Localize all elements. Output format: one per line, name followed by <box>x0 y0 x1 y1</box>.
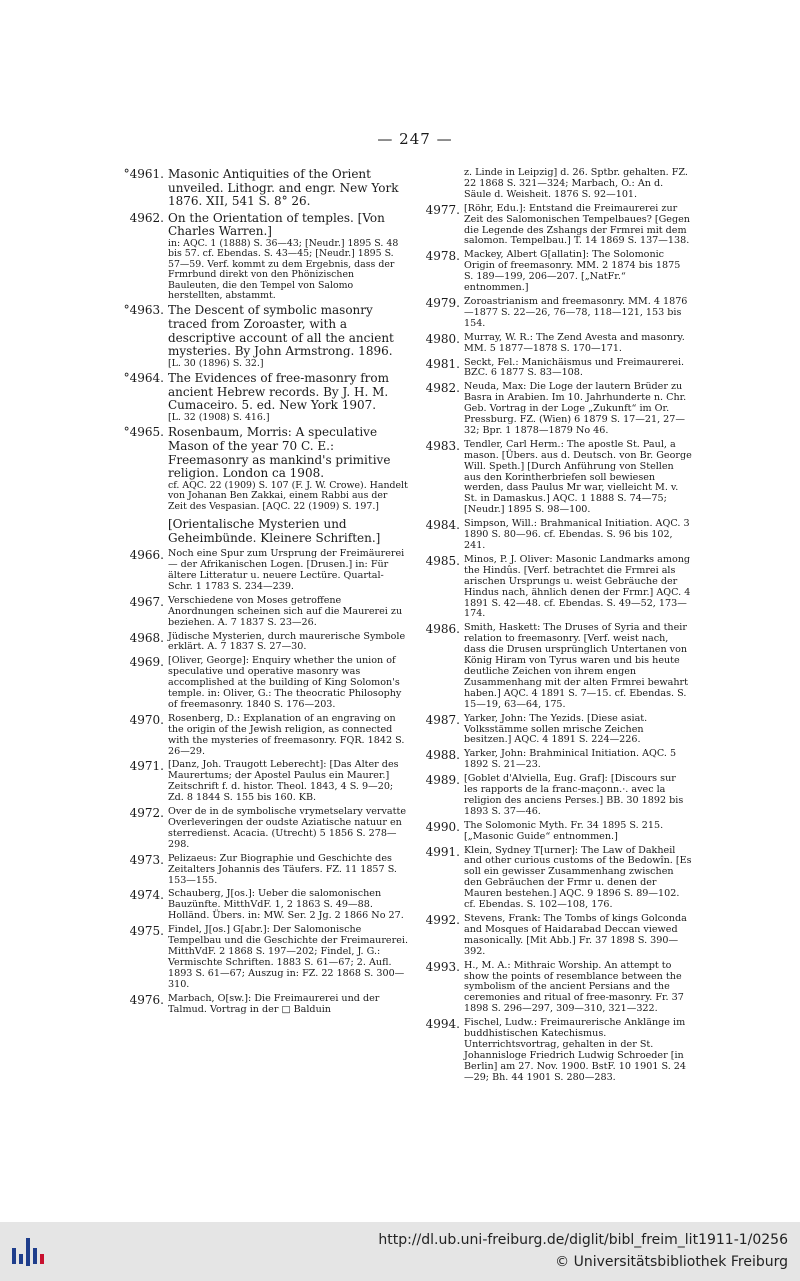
entry-body <box>464 774 692 818</box>
bibliography-entry <box>414 382 692 437</box>
entry-title: The Evidences of free-masonry from ancient Hebrew records. By J. H. M. Cumaceiro. 5. ed. New York 1907. <box>168 371 390 413</box>
bibliography-entry <box>118 426 408 512</box>
bibliography-entry <box>118 168 408 209</box>
entry-text: Jüdische Mysterien, durch maurerische Symbole erklärt. A. 7 1837 S. 27—30. <box>168 630 406 653</box>
entry-number: 4994. <box>425 1017 460 1032</box>
left-column <box>118 168 408 1018</box>
entry-body <box>464 821 692 843</box>
entry-text: Seckt, Fel.: Manichäismus und Freimaurerei. BZC. 6 1877 S. 83—108. <box>464 356 685 379</box>
entry-detail: cf. AQC. 22 (1909) S. 107 (F. J. W. Crowe). Handelt von Johanan Ben Zakkai, einem Rabbi aus der Zeit des Vespasian. [AQC. 22 (1909) S. 197.] <box>168 479 408 512</box>
entry-text: Neuda, Max: Die Loge der lautern Brüder zu Basra in Arabien. Im 10. Jahrhunderte n. Chr. Geb. Vortrag in der Loge „Zukunft“ im Or. Pressburg. FZ. (Wien) 6 1879 S. 17—21, 27—32; Bpr. 1 1878—1879 No 46. <box>464 381 687 436</box>
entry-number: 4981. <box>425 356 460 371</box>
entry-number: 4987. <box>425 712 460 727</box>
bibliography-entry <box>414 914 692 958</box>
entry-body <box>464 204 692 248</box>
entry-text: Yarker, John: The Yezids. [Diese asiat. Volksstämme sollen mrische Zeichen besitzen.] AQC. 4 1891 S. 224—226. <box>464 712 648 746</box>
entry-body <box>464 749 692 771</box>
bibliography-entry <box>414 440 692 516</box>
bibliography-entry <box>414 555 692 620</box>
bibliography-entry <box>414 333 692 355</box>
right-column <box>414 168 692 1087</box>
entry-detail: [L. 32 (1908) S. 416.] <box>168 411 270 423</box>
entry-body <box>464 250 692 294</box>
entry-text: Findel, J[os.] G[abr.]: Der Salomonische Tempelbau und die Geschichte der Freimaurerei. MitthVdF. 2 1868 S. 197—202; Findel, J. G.: Vermischte Schriften. 1883 S. 61—67; 2. Aufl. 1893 S. 61—67; Auszug in: FZ. 22 1868 S. 300—310. <box>168 924 408 990</box>
entry-number: 4986. <box>425 622 460 637</box>
entry-number: 4967. <box>129 594 164 609</box>
entry-body <box>168 760 408 804</box>
copyright-notice: © Universitätsbibliothek Freiburg <box>555 1254 788 1270</box>
entry-title: Rosenbaum, Morris: A speculative Mason of the year 70 C. E.: Freemasonry as mankind's primitive religion. London ca 1908. <box>168 425 391 481</box>
entry-body <box>168 212 408 302</box>
entry-body <box>168 304 408 369</box>
bibliography-entry <box>118 925 408 990</box>
entry-number: 4975. <box>129 924 164 939</box>
entry-text: Tendler, Carl Herm.: The apostle St. Paul, a mason. [Übers. aus d. Deutsch. von Br. George Will. Speth.] [Durch Anführung von Stellen aus den Korintherbriefen soll bewiesen werden, dass Paulus Mr war, vielleicht M. v. St. in Damaskus.] AQC. 1 1888 S. 74—75; [Neudr.] 1895 S. 98—100. <box>464 438 692 516</box>
page-number: — 247 — <box>377 130 453 148</box>
entry-number: 4969. <box>129 655 164 670</box>
section-heading: [Orientalische Mysterien und Geheimbünde. Kleinere Schriften.] <box>168 516 381 545</box>
entry-text: Simpson, Will.: Brahmanical Initiation. AQC. 3 1890 S. 80—96. cf. Ebendas. S. 96 bis 102, 241. <box>464 518 690 551</box>
document-url-link[interactable]: http://dl.ub.uni-freiburg.de/diglit/bibl_freim_lit1911-1/0256 <box>378 1232 788 1248</box>
bibliography-entry <box>118 889 408 922</box>
bibliography-entry <box>118 212 408 302</box>
entry-number: °4963. <box>123 303 164 318</box>
entry-text: Marbach, O[sw.]: Die Freimaurerei und der Talmud. Vortrag in der □ Balduin <box>168 992 380 1015</box>
entry-text: Noch eine Spur zum Ursprung der Freimäurerei — der Afrikanischen Logen. [Drusen.] in: Für ältere Litteratur u. neuere Lectüre. Quartal-Schr. 1 1783 S. 234—239. <box>168 548 405 592</box>
bibliography-entry <box>414 204 692 248</box>
entry-number: 4976. <box>129 992 164 1007</box>
entry-title: The Descent of symbolic masonry traced from Zoroaster, with a descriptive account of all the ancient mysteries. By John Armstrong. 1896. <box>168 303 394 359</box>
entry-number: 4982. <box>425 381 460 396</box>
bibliography-entry <box>414 168 692 201</box>
entry-number: 4992. <box>425 913 460 927</box>
entry-body <box>464 914 692 958</box>
entry-number <box>414 168 464 201</box>
bibliography-entry <box>414 1018 692 1083</box>
entry-body <box>464 623 692 710</box>
entry-number: 4985. <box>425 553 460 568</box>
entry-number: °4965. <box>123 425 164 440</box>
bibliography-entry <box>118 760 408 804</box>
entry-body <box>168 426 408 512</box>
bibliography-entry <box>118 372 408 423</box>
entry-body <box>168 889 408 922</box>
bibliography-entry <box>414 846 692 911</box>
entry-body <box>464 382 692 437</box>
entry-number: 4989. <box>425 773 460 788</box>
entry-number: 4980. <box>425 331 460 346</box>
entry-body <box>464 519 692 552</box>
entry-text: [Oliver, George]: Enquiry whether the union of speculative und operative masonry was accomplished at the building of King Solomon's temple. in: Oliver, G.: The theocratic Philosophy of freemasonry. 1840 S. 176—203. <box>168 655 402 710</box>
bibliography-entry <box>118 807 408 851</box>
entry-number: 4991. <box>425 844 460 859</box>
entry-text: z. Linde in Leipzig] d. 26. Sptbr. gehalten. FZ. 22 1868 S. 321—324; Marbach, O.: An d. Säule d. Weisheit. 1876 S. 92—101. <box>464 167 688 200</box>
entry-number: 4984. <box>425 518 460 533</box>
bibliography-entry <box>118 854 408 887</box>
entry-number: 4968. <box>129 630 164 645</box>
entry-number: 4970. <box>129 712 164 727</box>
entry-body <box>168 632 408 654</box>
entry-body <box>168 656 408 711</box>
bibliography-entry <box>414 749 692 771</box>
bibliography-entry <box>414 821 692 843</box>
viewer-footer <box>0 1222 800 1281</box>
entry-text: H., M. A.: Mithraic Worship. An attempt to show the points of resemblance between the symbolism of the ancient Persians and the ceremonies and ritual of free-masonry. Fr. 37 1898 S. 296—297, 309—310, 321—322. <box>464 959 684 1015</box>
entry-body <box>464 1018 692 1083</box>
bibliography-entry <box>118 304 408 369</box>
entry-text: Schauberg, J[os.]: Ueber die salomonischen Bauzünfte. MitthVdF. 1, 2 1863 S. 49—88. Holländ. Übers. in: MW. Ser. 2 Jg. 2 1866 No 27. <box>168 888 404 922</box>
entry-body <box>168 854 408 887</box>
bibliography-entry <box>414 519 692 552</box>
bibliography-entry <box>414 623 692 710</box>
entry-body <box>464 714 692 747</box>
entry-number: 4979. <box>425 295 460 310</box>
entry-text: Zoroastrianism and freemasonry. MM. 4 1876—1877 S. 22—26, 76—78, 118—121, 153 bis 154. <box>464 295 688 329</box>
bibliography-entry <box>414 961 692 1016</box>
entry-body <box>464 555 692 620</box>
bibliography-entry <box>118 596 408 629</box>
entry-detail: [L. 30 (1896) S. 32.] <box>168 357 264 369</box>
entry-text: Pelizaeus: Zur Biographie und Geschichte des Zeitalters Johannis des Täufers. FZ. 11 1857 S. 153—155. <box>168 852 397 886</box>
entry-text: Murray, W. R.: The Zend Avesta and masonry. MM. 5 1877—1878 S. 170—171. <box>464 331 685 354</box>
entry-text: Fischel, Ludw.: Freimaurerische Anklänge im buddhistischen Katechismus. Unterrichtsvortrag, gehalten in der St. Johannisloge Friedrich Ludwig Schroeder [in Berlin] am 27. Nov. 1900. BstF. 10 1901 S. 24—29; Bh. 44 1901 S. 280—283. <box>464 1017 687 1083</box>
entry-text: [Danz, Joh. Traugott Leberecht]: [Das Alter des Maurertums; der Apostel Paulus ein Maurer.] Zeitschrift f. d. histor. Theol. 1843, 4 S. 9—20; Zd. 8 1844 S. 155 bis 160. KB. <box>168 759 399 804</box>
entry-text: [Goblet d'Alviella, Eug. Graf]: [Discours sur les rapports de la franc-maçonn.·. avec la religion des anciens Perses.] BB. 30 1892 bis 1893 S. 37—46. <box>464 773 684 817</box>
entry-text: Smith, Haskett: The Druses of Syria and their relation to freemasonry. [Verf. weist nach, dass die Drusen ursprünglich Untertanen von König Hiram von Tyrus waren und bis heute deutliche Zeichen von ihrem engen Zusammenhang mit der alten Frmrei bewahrt haben.] AQC. 4 1891 S. 7—15. cf. Ebendas. S. 15—19, 63—64, 175. <box>464 622 688 710</box>
entry-text: [Röhr, Edu.]: Entstand die Freimaurerei zur Zeit des Salomonischen Tempelbaues? [Gegen die Legende des Zshangs der Frmrei mit dem salomon. Tempelbau.] T. 14 1869 S. 137—138. <box>464 202 690 247</box>
entry-number: 4993. <box>425 959 460 974</box>
bibliography-entry <box>118 632 408 654</box>
entry-title: Masonic Antiquities of the Orient unveiled. Lithogr. and engr. New York 1876. XII, 541 S. 8° 26. <box>168 167 399 209</box>
entry-detail: in: AQC. 1 (1888) S. 36—43; [Neudr.] 1895 S. 48 bis 57. cf. Ebendas. S. 43—45; [Neudr.] 1895 S. 57—59. Verf. kommt zu dem Ergebnis, dass der Frmrbund direkt von den Phönizischen Bauleuten, die den Tempel von Salomo herstellten, abstammt. <box>168 237 399 301</box>
entry-text: Stevens, Frank: The Tombs of kings Golconda and Mosques of Haidarabad Deccan viewed masonically. [Mit Abb.] Fr. 37 1898 S. 390—392. <box>464 913 687 957</box>
entry-body <box>464 333 692 355</box>
entry-body <box>464 440 692 516</box>
entry-number: 4974. <box>129 888 164 903</box>
entry-body <box>464 168 692 201</box>
bibliography-entry <box>414 250 692 294</box>
entry-number: °4961. <box>123 167 164 181</box>
entry-text: Yarker, John: Brahminical Initiation. AQC. 5 1892 S. 21—23. <box>464 748 677 771</box>
entry-text: Minos, P. J. Oliver: Masonic Landmarks among the Hindûs. [Verf. betrachtet die Frmrei als arischen Ursprungs u. weist Gebräuche der Hindus nach, ähnlich denen der Frmr.] AQC. 4 1891 S. 42—48. cf. Ebendas. S. 49—52, 173—174. <box>464 553 691 620</box>
entry-text: Over de in de symbolische vrymetselary vervatte Overleveringen der oudste Aziatische natuur en sterredienst. Acacia. (Utrecht) 5 1856 S. 278—298. <box>168 806 407 850</box>
bibliography-entry <box>118 656 408 711</box>
entry-body <box>168 807 408 851</box>
entry-body <box>168 168 408 209</box>
entry-text: The Solomonic Myth. Fr. 34 1895 S. 215. [„Masonic Guide“ entnommen.] <box>464 819 664 842</box>
entry-number: 4966. <box>129 548 164 563</box>
entry-text: Rosenberg, D.: Explanation of an engraving on the origin of the Jewish religion, as connected with the mysteries of freemasonry. FQR. 1842 S. 26—29. <box>168 712 405 757</box>
entry-number: 4973. <box>129 852 164 867</box>
university-logo-icon <box>10 1234 46 1270</box>
bibliography-entry <box>118 549 408 593</box>
entry-title: On the Orientation of temples. [Von Charles Warren.] <box>168 210 385 239</box>
entry-body <box>168 549 408 593</box>
entry-body <box>464 846 692 911</box>
bibliography-entry <box>118 994 408 1016</box>
entry-number: 4962. <box>129 210 164 225</box>
entry-number: 4972. <box>129 806 164 821</box>
bibliography-entry <box>414 297 692 330</box>
entry-text: Klein, Sydney T[urner]: The Law of Dakheil and other curious customs of the Bedowîn. [Es soll ein gewisser Zusammenhang zwischen den Gebräuchen der Frmr u. denen der Mauren bestehen.] AQC. 9 1896 S. 89—102. cf. Ebendas. S. 102—108, 176. <box>464 844 692 911</box>
entry-number: °4964. <box>123 371 164 386</box>
bibliography-entry <box>414 358 692 380</box>
entry-text: Verschiedene von Moses getroffene Anordnungen scheinen sich auf die Maurerei zu beziehen. A. 7 1837 S. 23—26. <box>168 594 403 628</box>
bibliography-entry <box>414 774 692 818</box>
entry-text: Mackey, Albert G[allatin]: The Solomonic Origin of freemasonry. MM. 2 1874 bis 1875 S. 189—199, 206—207. [„NatFr.“ entnommen.] <box>464 249 681 294</box>
entry-body <box>168 596 408 629</box>
entry-number: 4983. <box>425 438 460 453</box>
bibliography-entry <box>118 714 408 758</box>
entry-body <box>464 358 692 380</box>
entry-body <box>464 297 692 330</box>
entry-number: 4977. <box>425 202 460 217</box>
entry-body <box>464 961 692 1016</box>
entry-body <box>168 925 408 990</box>
entry-number: 4988. <box>425 748 460 763</box>
entry-number: 4978. <box>425 249 460 264</box>
entry-body <box>168 994 408 1016</box>
entry-body <box>168 714 408 758</box>
entry-number: 4971. <box>129 759 164 774</box>
bibliography-entry <box>414 714 692 747</box>
entry-body <box>168 372 408 423</box>
entry-number: 4990. <box>425 819 460 834</box>
